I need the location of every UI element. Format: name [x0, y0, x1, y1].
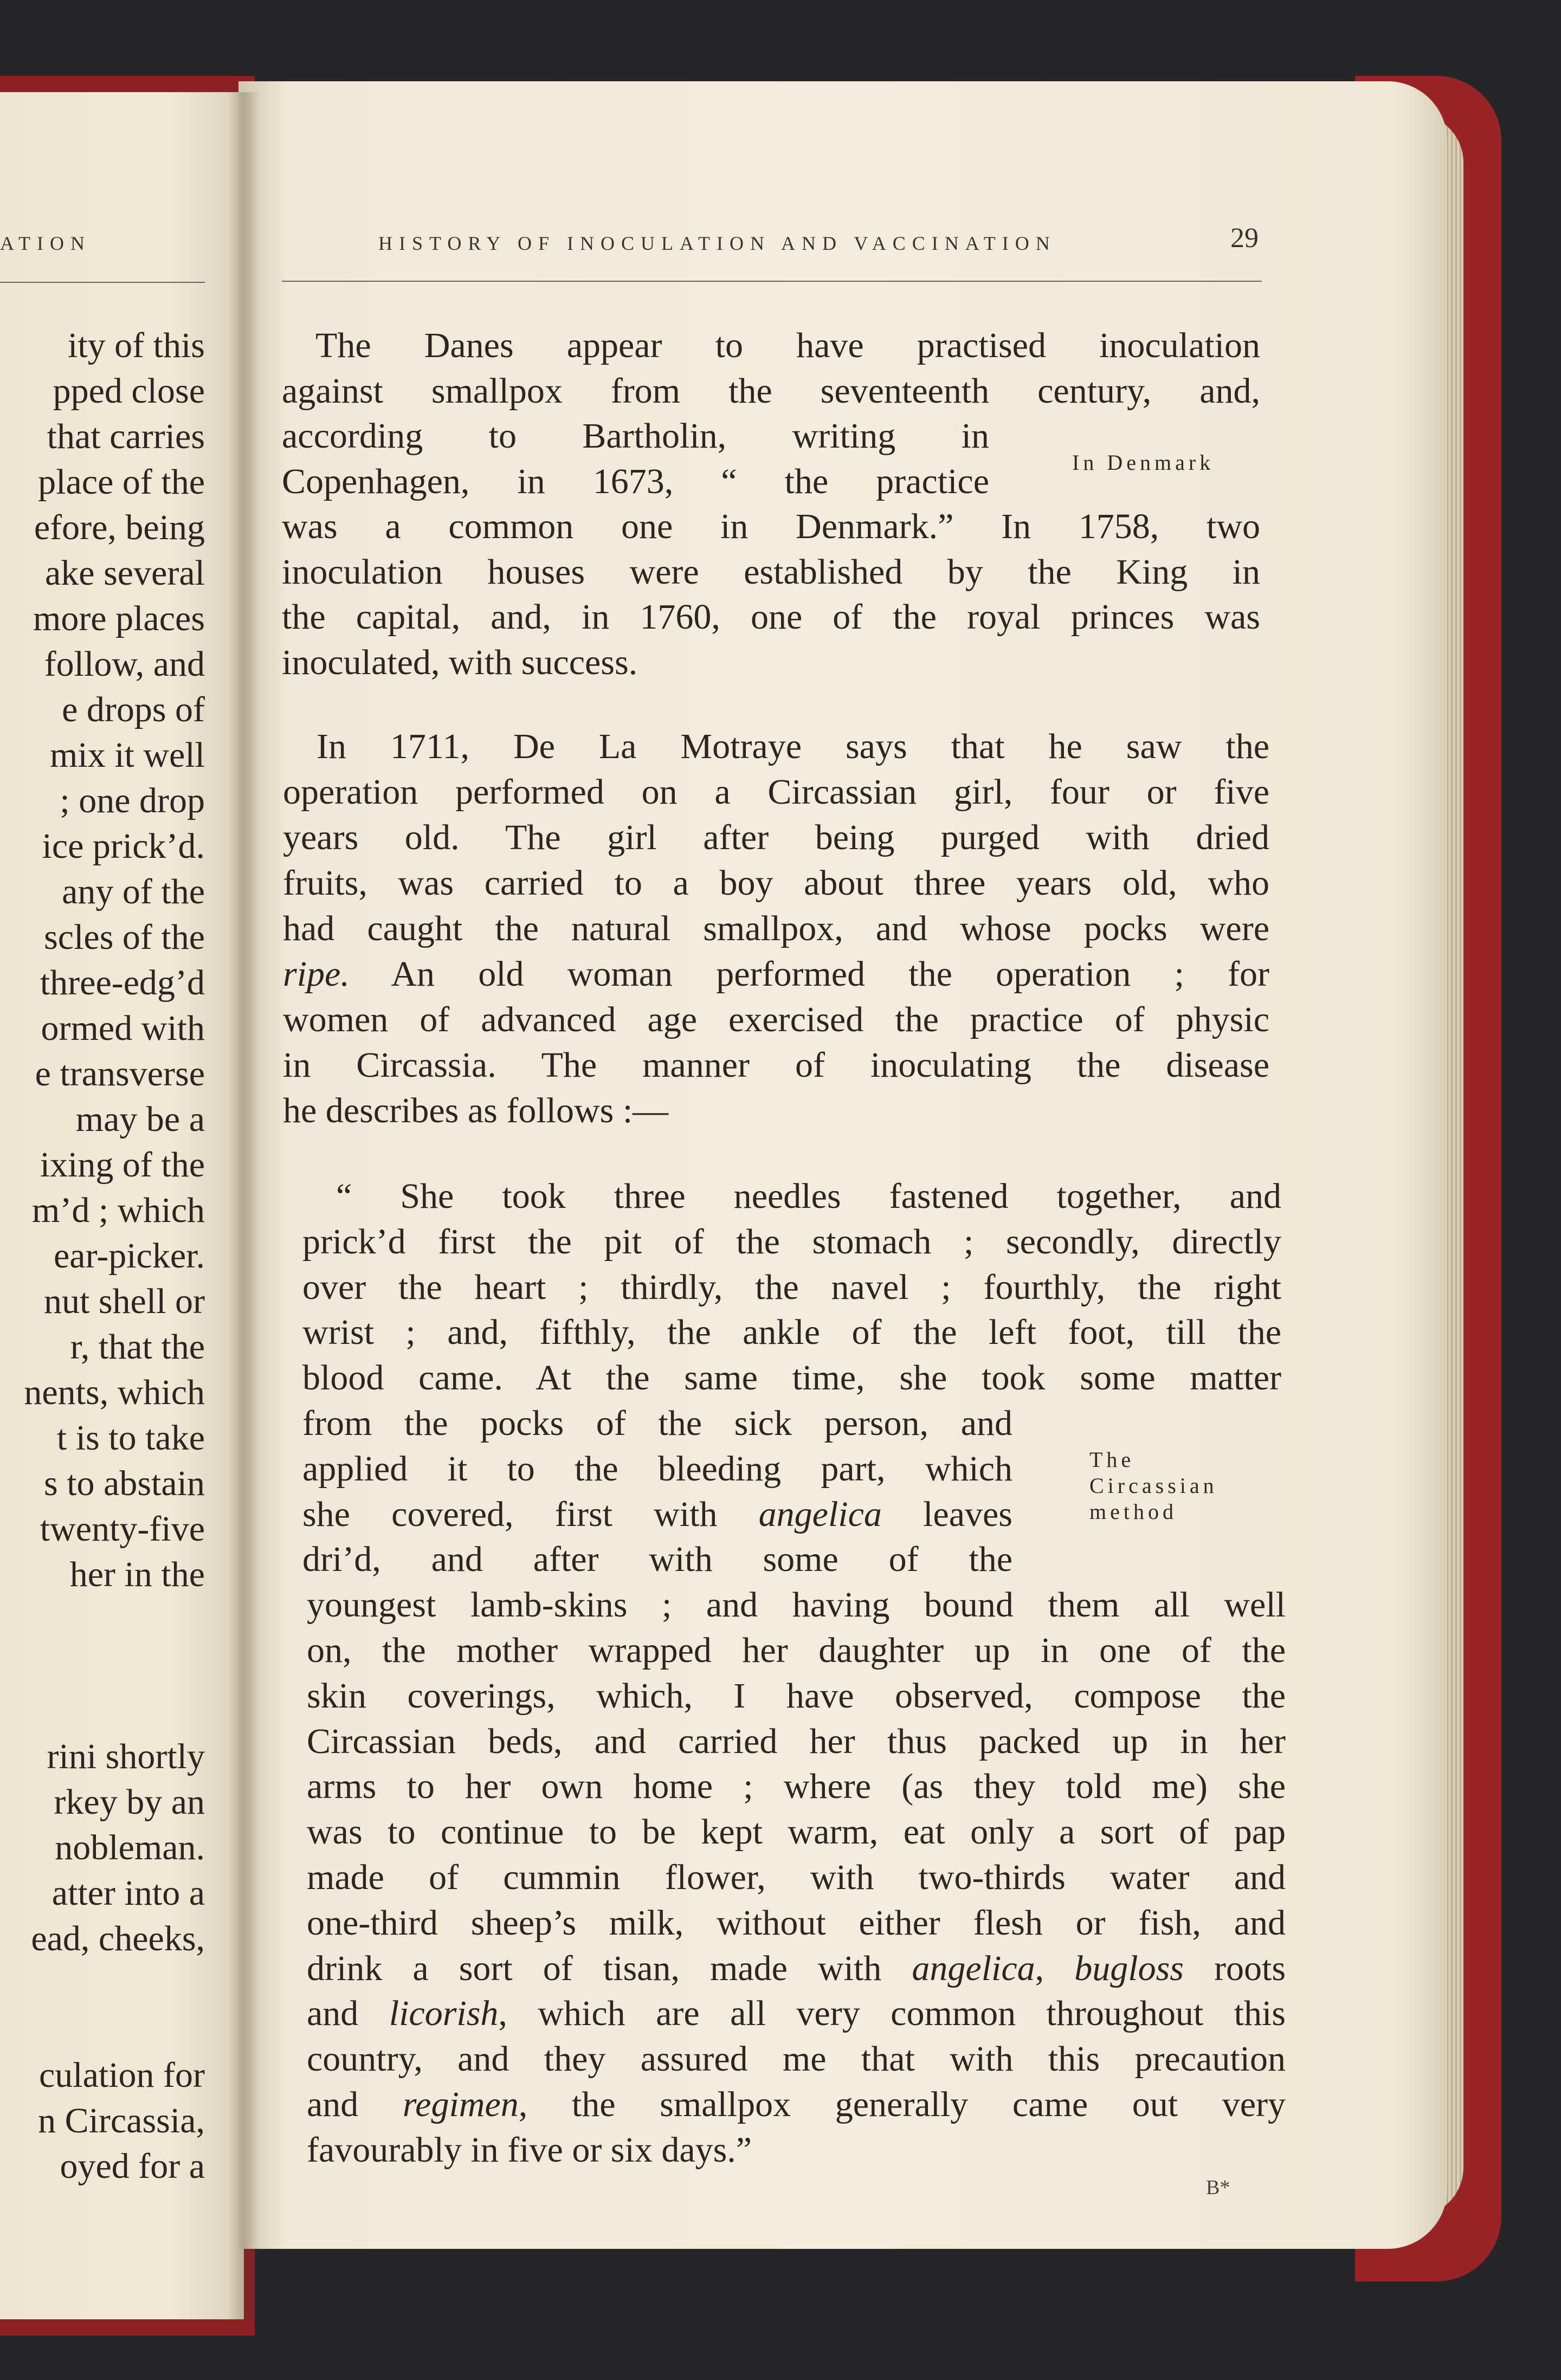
- italic-text: ripe.: [283, 954, 350, 994]
- text-line: operation performed on a Circassian girl, four or five: [283, 772, 1269, 812]
- text-line: in Circassia. The manner of inoculating the disease: [283, 1045, 1269, 1085]
- text-line: ead, cheeks,: [31, 1919, 205, 1958]
- text-line: any of the: [62, 872, 205, 911]
- text-line: country, and they assured me that with this precaution: [307, 2039, 1286, 2079]
- sidenote-line: Circassian: [1089, 1473, 1218, 1498]
- text-line: wrist ; and, fifthly, the ankle of the left foot, till the: [302, 1312, 1281, 1353]
- text-segment: she covered, first with: [302, 1494, 759, 1534]
- text-line: was to continue to be kept warm, eat only a sort of pap: [307, 1812, 1286, 1852]
- text-line: m’d ; which: [32, 1191, 205, 1230]
- text-line: that carries: [47, 417, 205, 456]
- text-line: [307, 1993, 1286, 2034]
- italic-text: licorish: [389, 1994, 499, 2034]
- text-line: place of the: [38, 462, 205, 502]
- text-line: scles of the: [44, 917, 205, 957]
- running-head: HISTORY OF INOCULATION AND VACCINATION: [378, 232, 1056, 254]
- text-line: r, that the: [70, 1327, 205, 1367]
- text-line: s to abstain: [44, 1464, 205, 1503]
- text-line: may be a: [75, 1100, 205, 1139]
- text-line: three-edg’d: [40, 963, 205, 1003]
- text-line: “ She took three needles fastened together, and: [336, 1176, 1281, 1216]
- left-running-head: ATION: [0, 232, 91, 254]
- text-line: youngest lamb-skins ; and having bound them all well: [307, 1585, 1286, 1625]
- text-line: In 1711, De La Motraye says that he saw the: [317, 727, 1269, 766]
- text-line: Circassian beds, and carried her thus packed up in her: [307, 1721, 1286, 1761]
- header-rule: [282, 281, 1262, 282]
- text-line: The Danes appear to have practised inoculation: [315, 326, 1260, 365]
- text-line: e drops of: [62, 690, 205, 729]
- italic-text: angelica: [912, 1948, 1035, 1988]
- text-line: was a common one in Denmark.” In 1758, two: [282, 507, 1260, 546]
- text-line: had caught the natural smallpox, and whose pocks were: [283, 909, 1269, 948]
- text-line: [302, 1494, 1012, 1535]
- text-line: blood came. At the same time, she took some matter: [302, 1358, 1281, 1398]
- text-line: oyed for a: [60, 2146, 205, 2186]
- sidenote-line: method: [1089, 1499, 1177, 1524]
- text-line: pped close: [53, 371, 205, 411]
- text-line: arms to her own home ; where (as they told me) she: [307, 1767, 1286, 1807]
- text-segment: An old woman performed the operation ; for: [349, 954, 1269, 994]
- sidenote-circassian: [1089, 1447, 1218, 1525]
- text-line: ear-picker.: [54, 1236, 205, 1276]
- text-line: inoculated, with success.: [282, 642, 638, 682]
- text-line: nut shell or: [44, 1282, 205, 1321]
- text-line: nents, which: [24, 1373, 205, 1412]
- italic-text: regimen: [402, 2085, 519, 2124]
- text-line: her in the: [69, 1555, 205, 1594]
- text-line: from the pocks of the sick person, and: [302, 1404, 1012, 1443]
- left-header-rule: [0, 282, 205, 283]
- text-line: nobleman.: [55, 1828, 205, 1867]
- italic-text: bugloss: [1074, 1948, 1184, 1988]
- text-segment: and: [307, 1994, 389, 2034]
- text-line: on, the mother wrapped her daughter up in one of the: [307, 1631, 1286, 1670]
- text-line: applied it to the bleeding part, which: [302, 1448, 1012, 1489]
- text-segment: and: [307, 2085, 403, 2124]
- text-line: [307, 2084, 1286, 2125]
- text-line: more places: [33, 599, 205, 638]
- sidenote-denmark: In Denmark: [1072, 450, 1215, 475]
- text-segment: , which are all very common throughout this: [498, 1994, 1286, 2034]
- text-line: mix it well: [50, 735, 205, 775]
- text-line: over the heart ; thirdly, the navel ; fourthly, the right: [302, 1267, 1281, 1307]
- text-line: ake several: [45, 553, 205, 593]
- text-line: ice prick’d.: [42, 826, 205, 866]
- text-line: he describes as follows :—: [283, 1091, 669, 1130]
- text-line: made of cummin flower, with two-thirds water and: [307, 1858, 1286, 1897]
- signature-mark: B*: [1206, 2176, 1230, 2199]
- text-line: ity of this: [67, 326, 205, 365]
- text-line: t is to take: [56, 1418, 205, 1458]
- text-segment: roots: [1183, 1948, 1286, 1988]
- text-line: Copenhagen, in 1673, “ the practice: [282, 461, 989, 501]
- text-line: twenty-five: [40, 1509, 205, 1549]
- text-line: according to Bartholin, writing in: [282, 416, 989, 456]
- text-line: dri’d, and after with some of the: [302, 1540, 1012, 1580]
- text-segment: leaves: [881, 1494, 1012, 1534]
- text-line: follow, and: [44, 644, 205, 684]
- book-gutter: [228, 92, 260, 2319]
- text-line: skin coverings, which, I have observed, compose the: [307, 1676, 1286, 1716]
- text-line: rkey by an: [54, 1782, 205, 1822]
- text-segment: ,: [1035, 1948, 1075, 1988]
- text-line: efore, being: [34, 508, 205, 547]
- text-line: rini shortly: [47, 1737, 205, 1776]
- text-line: [307, 1948, 1286, 1989]
- text-line: against smallpox from the seventeenth century, and,: [282, 371, 1260, 411]
- text-line: [283, 954, 1269, 995]
- text-line: e transverse: [35, 1054, 205, 1094]
- text-line: favourably in five or six days.”: [307, 2130, 752, 2170]
- text-line: women of advanced age exercised the practice of physic: [283, 1000, 1269, 1039]
- text-line: one-third sheep’s milk, without either flesh or fish, and: [307, 1903, 1286, 1943]
- text-line: culation for: [38, 2055, 205, 2095]
- italic-text: angelica: [758, 1494, 882, 1534]
- text-line: the capital, and, in 1760, one of the royal princes was: [282, 597, 1260, 637]
- text-line: ormed with: [41, 1008, 205, 1048]
- text-line: fruits, was carried to a boy about three years old, who: [283, 863, 1269, 903]
- text-line: ixing of the: [40, 1145, 205, 1185]
- page-number: 29: [1230, 223, 1259, 254]
- text-line: prick’d first the pit of the stomach ; secondly, directly: [302, 1221, 1281, 1262]
- text-line: years old. The girl after being purged with dried: [283, 818, 1269, 857]
- text-line: inoculation houses were established by the King in: [282, 552, 1260, 592]
- text-line: ; one drop: [60, 781, 205, 820]
- text-line: n Circassia,: [38, 2101, 205, 2140]
- text-segment: , the smallpox generally came out very: [518, 2085, 1286, 2124]
- sidenote-line: The: [1089, 1447, 1135, 1472]
- text-segment: drink a sort of tisan, made with: [307, 1948, 912, 1988]
- text-line: atter into a: [51, 1873, 205, 1913]
